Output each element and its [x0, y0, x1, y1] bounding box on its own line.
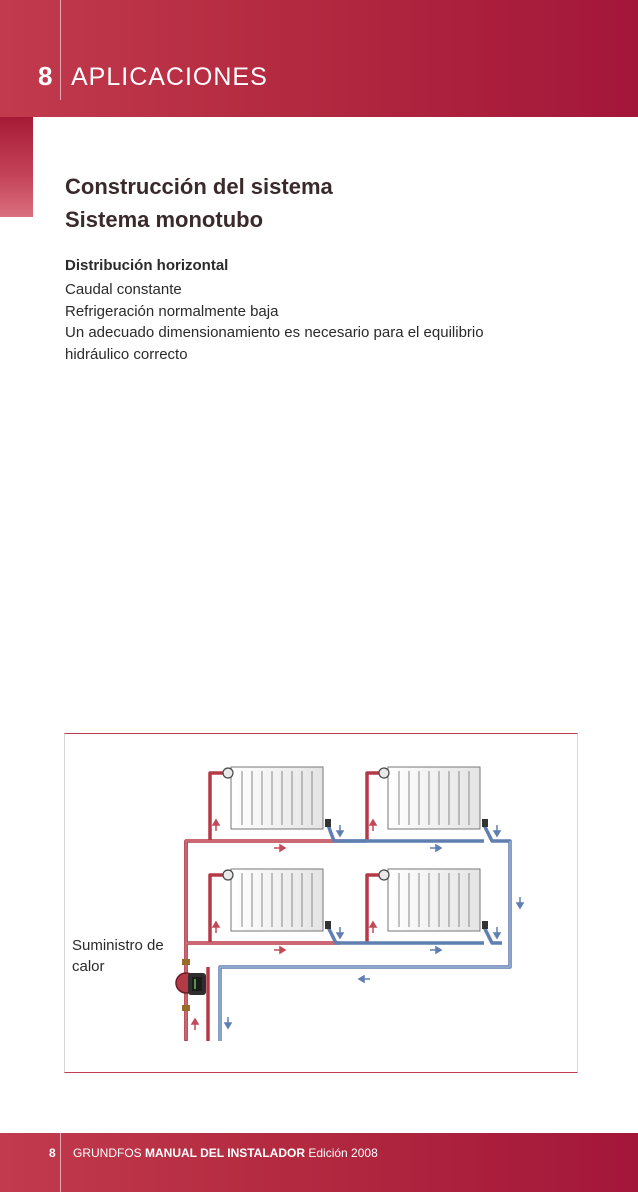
radiator-top-left — [231, 767, 323, 829]
footer-page-number: 8 — [49, 1146, 56, 1160]
section-title-line1: Construcción del sistema — [65, 174, 333, 199]
footer-divider-line — [60, 1133, 61, 1192]
page-footer-band — [0, 1133, 638, 1192]
body-line-1: Caudal constante — [65, 281, 182, 298]
section-title — [65, 170, 333, 236]
chapter-title: APLICACIONES — [71, 63, 268, 91]
body-line-3: Un adecuado dimensionamiento es necesario para el equilibrio hidráulico correcto — [65, 324, 484, 363]
footer-brand: GRUNDFOS — [73, 1146, 142, 1160]
chapter-number: 8 — [38, 61, 53, 91]
footer-edition: Edición 2008 — [308, 1146, 378, 1160]
radiator-bottom-right — [388, 869, 480, 931]
return-pipes — [220, 825, 510, 1041]
footer-text — [73, 1146, 378, 1160]
heat-supply-label-text: Suministro de calor — [72, 937, 164, 975]
header-divider-line — [60, 0, 61, 100]
body-text — [65, 279, 545, 365]
heat-supply-label — [72, 935, 182, 977]
radiator-top-right — [388, 767, 480, 829]
left-margin-strip — [0, 117, 33, 217]
chapter-header-band — [0, 0, 638, 117]
subheading: Distribución horizontal — [65, 257, 229, 274]
section-title-line2: Sistema monotubo — [65, 207, 264, 232]
monotube-system-diagram — [64, 733, 576, 1071]
footer-manual-title: MANUAL DEL INSTALADOR — [145, 1146, 306, 1160]
radiator-bottom-left — [231, 869, 323, 931]
body-line-2: Refrigeración normalmente baja — [65, 302, 279, 320]
